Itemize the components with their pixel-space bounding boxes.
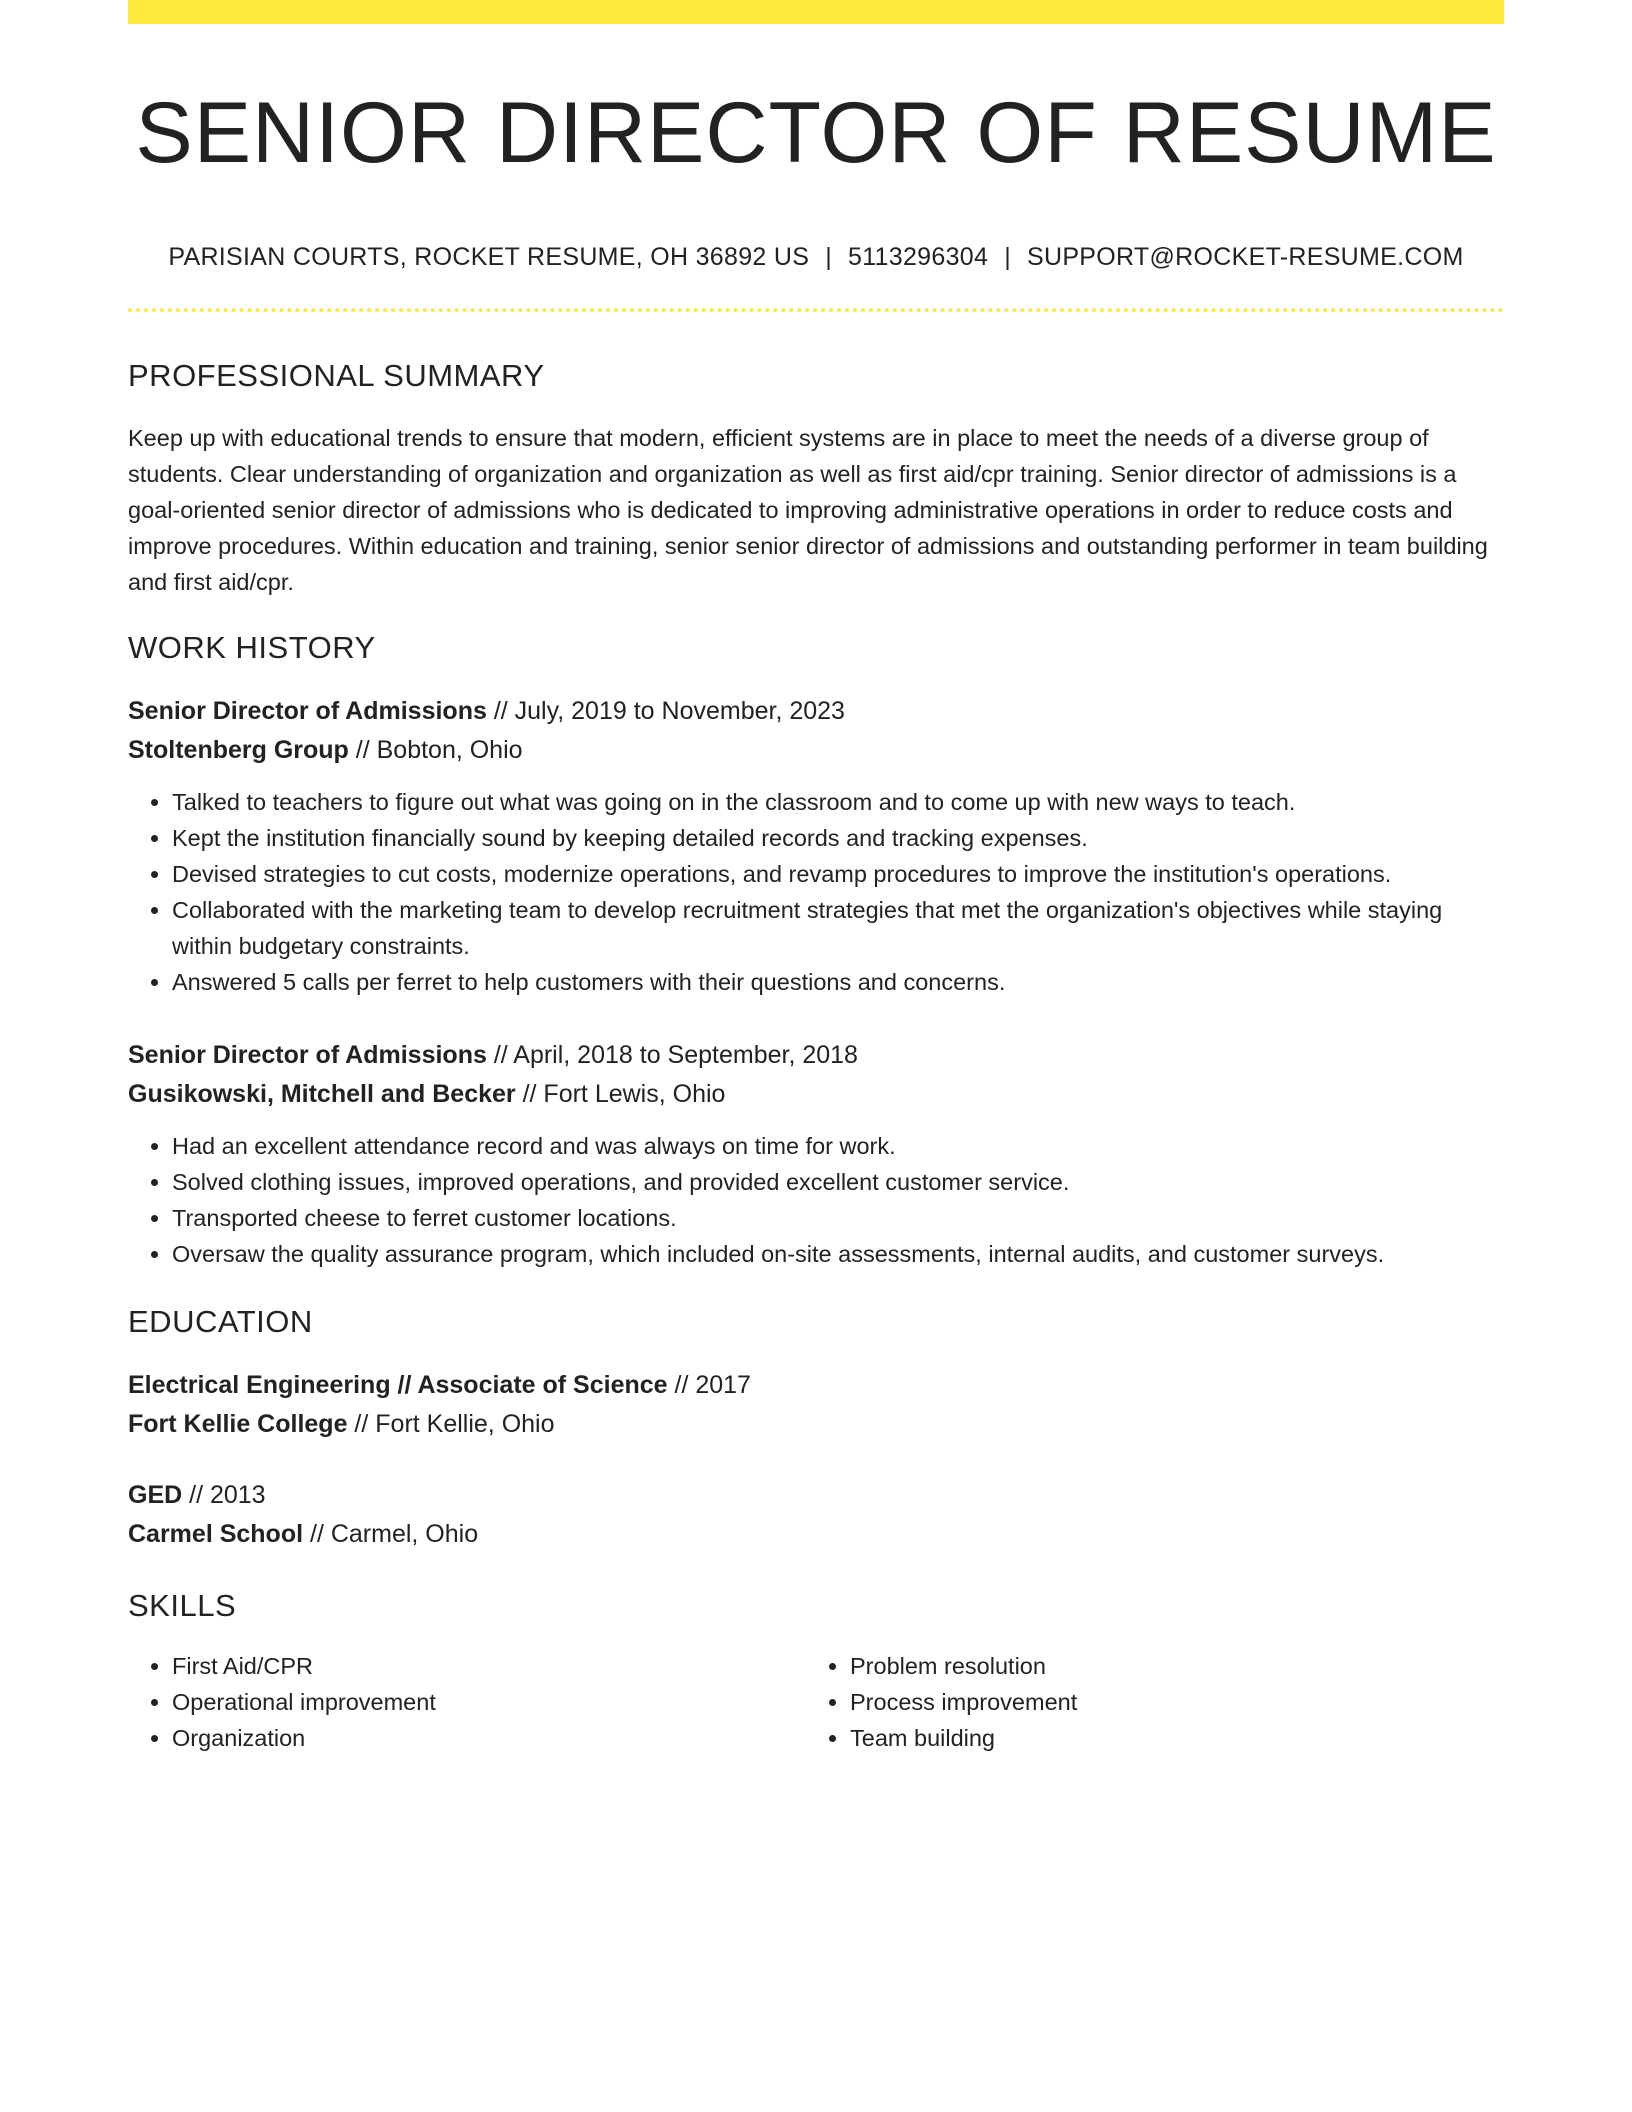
skill-item: • Organization — [172, 1720, 806, 1756]
school-name: Carmel School — [128, 1519, 304, 1548]
job-bullet: • Had an excellent attendance record and was always on time for work. — [172, 1128, 1504, 1164]
job-bullets — [128, 784, 1504, 1000]
skill-item: • Problem resolution — [850, 1648, 1484, 1684]
job-location: // Fort Lewis, Ohio — [515, 1079, 726, 1108]
resume-page — [128, 0, 1504, 1756]
job-company-line — [128, 1075, 1504, 1114]
summary-text: Keep up with educational trends to ensure that modern, efficient systems are in place to meet the needs of a diverse group of students. Clear understanding of organization and organization as well as first aid/cpr training. Senior director of admissions is a goal-oriented senior director of admissions who is dedicated to improving administrative operations in order to reduce costs and improve procedures. Within education and training, senior senior director of admissions and outstanding performer in team building and first aid/cpr. — [128, 424, 1488, 595]
job-bullet: • Answered 5 calls per ferret to help customers with their questions and concerns. — [172, 964, 1504, 1000]
school-line — [128, 1515, 1504, 1554]
job-bullet: • Oversaw the quality assurance program, which included on-site assessments, internal audits, and customer surveys. — [172, 1236, 1504, 1272]
contact-email: SUPPORT@ROCKET-RESUME.COM — [1026, 242, 1464, 271]
contact-separator: | — [825, 242, 832, 271]
skill-item: • Process improvement — [850, 1684, 1484, 1720]
skills-list-right — [806, 1648, 1484, 1756]
contact-phone: 5113296304 — [848, 242, 989, 271]
accent-top-bar — [128, 0, 1504, 24]
candidate-name: SENIOR DIRECTOR OF RESUME — [135, 85, 1497, 181]
contact-address: PARISIAN COURTS, ROCKET RESUME, OH 36892 US — [168, 242, 810, 271]
job-dates: // July, 2019 to November, 2023 — [486, 696, 845, 725]
skill-item: • Operational improvement — [172, 1684, 806, 1720]
job-company: Gusikowski, Mitchell and Becker — [128, 1079, 516, 1108]
contact-separator: | — [1004, 242, 1011, 271]
school-location: // Fort Kellie, Ohio — [347, 1409, 555, 1438]
job-company: Stoltenberg Group — [128, 735, 349, 764]
degree-year: // 2017 — [667, 1370, 751, 1399]
degree-line — [128, 1476, 1504, 1515]
degree-name: Electrical Engineering // Associate of Science — [128, 1370, 668, 1399]
school-location: // Carmel, Ohio — [303, 1519, 479, 1548]
degree-name: GED — [128, 1480, 183, 1509]
degree-line — [128, 1366, 1504, 1405]
skill-item: • Team building — [850, 1720, 1484, 1756]
job-bullet: • Solved clothing issues, improved operations, and provided excellent customer service. — [172, 1164, 1504, 1200]
school-name: Fort Kellie College — [128, 1409, 348, 1438]
skills-list-left — [128, 1648, 806, 1756]
job-bullets — [128, 1128, 1504, 1272]
education-entry — [128, 1476, 1504, 1554]
degree-year: // 2013 — [182, 1480, 266, 1509]
job-bullet: • Talked to teachers to figure out what was going on in the classroom and to come up with new ways to teach. — [172, 784, 1504, 820]
work-history-heading: WORK HISTORY — [128, 629, 376, 665]
job-title-line — [128, 1036, 1504, 1075]
job-entry — [128, 692, 1504, 1000]
job-role: Senior Director of Admissions — [128, 696, 487, 725]
skills-columns — [128, 1648, 1504, 1756]
school-line — [128, 1405, 1504, 1444]
job-role: Senior Director of Admissions — [128, 1040, 487, 1069]
job-location: // Bobton, Ohio — [348, 735, 523, 764]
skills-heading: SKILLS — [128, 1587, 237, 1623]
education-heading: EDUCATION — [128, 1303, 313, 1339]
job-entry — [128, 1036, 1504, 1272]
job-bullet: • Collaborated with the marketing team to develop recruitment strategies that met the organization's objectives while staying within budgetary constraints. — [172, 892, 1504, 964]
job-bullet: • Kept the institution financially sound by keeping detailed records and tracking expenses. — [172, 820, 1504, 856]
education-entry — [128, 1366, 1504, 1444]
job-title-line — [128, 692, 1504, 731]
contact-line — [128, 243, 1504, 272]
skill-item: • First Aid/CPR — [172, 1648, 806, 1684]
job-dates: // April, 2018 to September, 2018 — [486, 1040, 858, 1069]
job-bullet: • Devised strategies to cut costs, modernize operations, and revamp procedures to improve the institution's operations. — [172, 856, 1504, 892]
job-bullet: • Transported cheese to ferret customer locations. — [172, 1200, 1504, 1236]
summary-heading: PROFESSIONAL SUMMARY — [128, 357, 545, 393]
dotted-divider — [128, 308, 1504, 312]
job-company-line — [128, 731, 1504, 770]
